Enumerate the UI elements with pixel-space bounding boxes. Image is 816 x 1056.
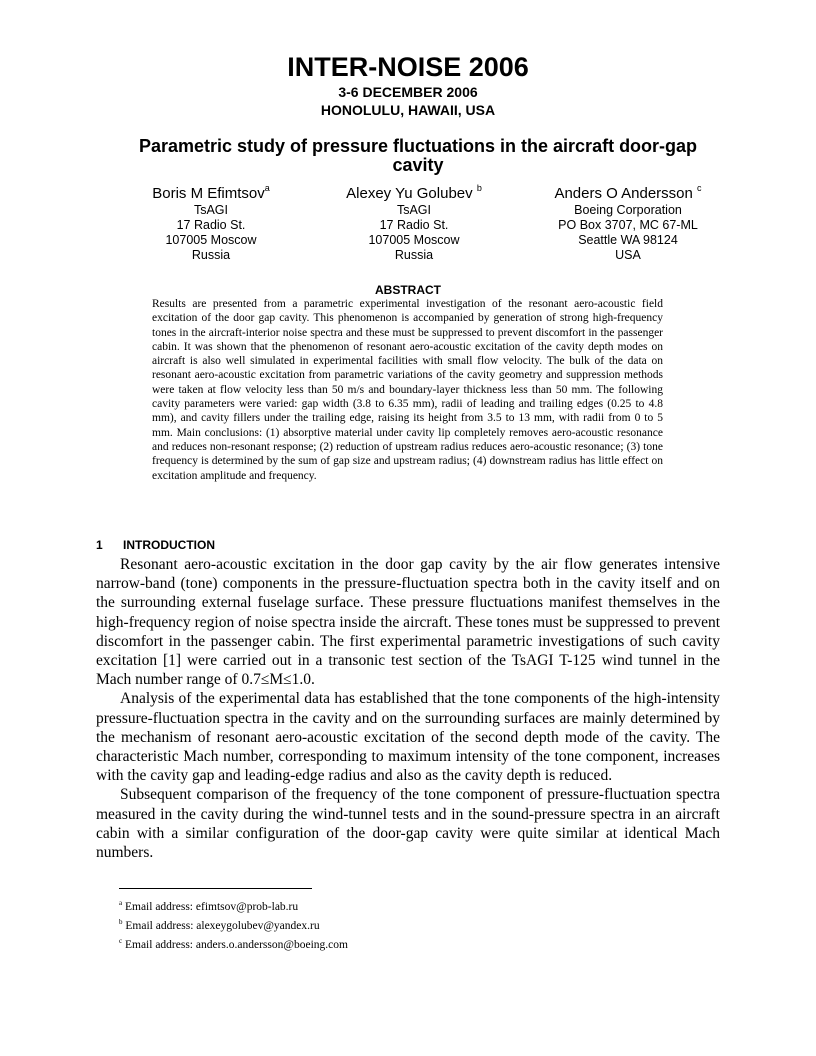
author-block (111, 180, 311, 263)
author-name: Boris M Efimtsov$^a$ (152, 183, 270, 202)
conference-dates: 3-6 DECEMBER 2006 (338, 84, 478, 100)
introduction-body (96, 555, 720, 862)
author-street: PO Box 3707, MC 67-ML (558, 218, 698, 232)
paragraph: Resonant aero-acoustic excitation in the door gap cavity by the air flow generates intensive narrow-band (tone) components in the pressure-fluctuation spectra both in the cavity itself and on the surrounding external fuselage surface. These pressure fluctuations manifest themselves in the high-frequency region of noise spectra inside the aircraft. These tones must be suppressed to prevent discomfort in the passenger cabin. The first experimental parametric investigations of such cavity excitation [1] were carried out in a transonic test section of the TsAGI T-125 wind tunnel in the Mach number range of 0.7≤M≤1.0. (96, 556, 720, 689)
author-country: Russia (394, 248, 434, 262)
author-city: Seattle WA 98124 (578, 233, 678, 247)
section-number: 1 (96, 538, 103, 552)
author-institution: TsAGI (193, 203, 229, 217)
paragraph: Analysis of the experimental data has established that the tone components of the high-intensity pressure-fluctuation spectra in the cavity and on the surrounding surfaces are mainly determined by the mechanism of resonant aero-acoustic excitation of the second depth mode of the cavity. The characteristic Mach number, corresponding to maximum intensity of the tone component, increases with the cavity gap and leading-edge radius and also as the cavity depth is reduced. (96, 690, 720, 785)
author-block (528, 180, 728, 263)
paragraph: Subsequent comparison of the frequency of the tone component of pressure-fluctuation spectra measured in the cavity during the wind-tunnel tests and in the sound-pressure spectra in an aircraft cabin with a similar configuration of the door-gap cavity were quite similar at identical Mach numbers. (96, 786, 720, 862)
conference-title: INTER-NOISE 2006 (287, 52, 529, 82)
author-city: 107005 Moscow (368, 233, 460, 247)
author-name: Alexey Yu Golubev $^b$ (346, 183, 482, 202)
abstract-body: Results are presented from a parametric experimental investigation of the resonant aero-acoustic field excitation of the door gap cavity. This phenomenon is accompanied by generation of strong high-frequency tones in the aircraft-interior noise spectra and these must be suppressed to prevent discomfort in the passenger cabin. It was shown that the phenomenon of resonant aero-acoustic excitation of the cavity depth modes on aircraft is also well simulated in experimental facilities with small flow velocity. The bulk of the data on resonant aero-acoustic excitation from parametric variations of the cavity geometry and suppression methods were taken at flow velocity less than 50 m/s and boundary-layer thickness less than 50 mm. The following cavity parameters were varied: gap width (3.8 to 6.35 mm), radii of leading and trailing edges (0.25 to 4.8 mm), and cavity fillers under the trailing edge, raising its height from 3.5 to 13 mm, with radii from 0 to 5 mm. Main conclusions: (1) absorptive material under cavity lip completely removes aero-acoustic resonance and reduces non-resonant response; (2) reduction of upstream radius reduces aero-acoustic resonance; (3) tone frequency is determined by the sum of gap size and upstream radius; (4) downstream radius has little effect on excitation amplitude and frequency. (152, 298, 663, 482)
footnote: $^c$ Email address: anders.o.andersson@boeing.com (119, 936, 348, 951)
section-title: INTRODUCTION (123, 538, 215, 552)
footnote-divider (119, 888, 312, 889)
conference-location: HONOLULU, HAWAII, USA (320, 102, 496, 118)
author-institution: TsAGI (396, 203, 432, 217)
author-institution: Boeing Corporation (574, 203, 682, 217)
author-country: USA (615, 248, 641, 262)
author-street: 17 Radio St. (379, 218, 449, 232)
author-city: 107005 Moscow (165, 233, 257, 247)
author-name: Anders O Andersson $^c$ (554, 183, 702, 202)
author-country: Russia (191, 248, 231, 262)
abstract-heading: ABSTRACT (375, 283, 441, 297)
footnotes (119, 896, 348, 952)
paper-title: Parametric study of pressure fluctuations in the aircraft door-gap cavity (138, 136, 698, 175)
section-heading (96, 538, 215, 552)
footnote: $^b$ Email address: alexeygolubev@yandex.ru (119, 917, 320, 932)
footnote: $^a$ Email address: efimtsov@prob-lab.ru (119, 899, 299, 913)
author-block (314, 180, 514, 263)
author-street: 17 Radio St. (176, 218, 246, 232)
